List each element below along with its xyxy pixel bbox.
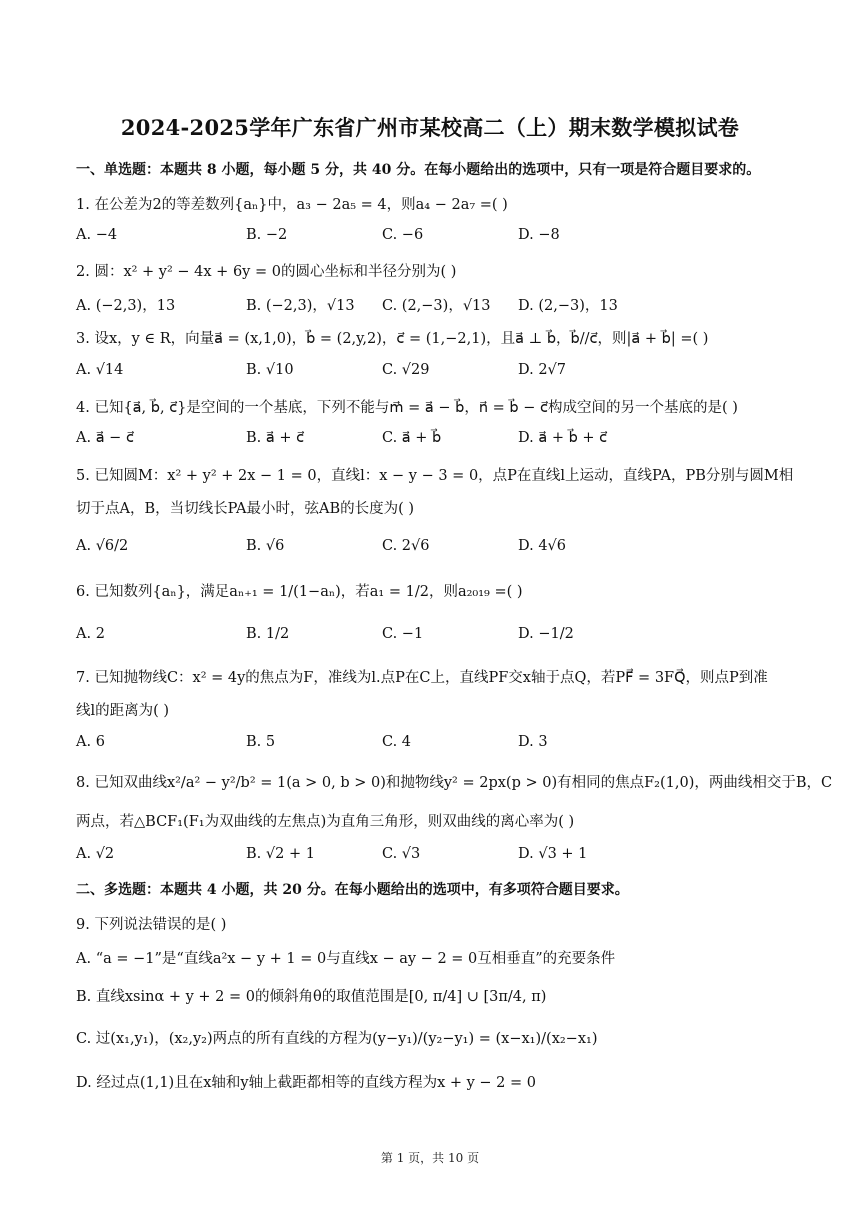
question-3-option-b: B. √10 — [246, 362, 294, 378]
question-8-option-a: A. √2 — [76, 846, 115, 862]
question-1-option-a: A. −4 — [76, 227, 118, 243]
question-7-stem-line2: 线l的距离为( ) — [76, 703, 170, 719]
question-1-option-c: C. −6 — [382, 227, 424, 243]
question-5-option-d: D. 4√6 — [518, 538, 567, 554]
question-2-option-a: A. (−2,3)，13 — [76, 298, 176, 314]
question-7-stem-line1: 7. 已知抛物线C：x² = 4y的焦点为F，准线为l.点P在C上，直线PF交x轴于点Q，若PF⃗ = 3FQ⃗，则点P到准 — [76, 670, 768, 686]
question-8-option-c: C. √3 — [382, 846, 421, 862]
question-2-option-b: B. (−2,3)，√13 — [246, 298, 355, 314]
question-9-option-c: C. 过(x₁,y₁)，(x₂,y₂)两点的所有直线的方程为(y−y₁)/(y₂−y₁) = (x−x₁)/(x₂−x₁) — [76, 1031, 598, 1047]
question-4-option-b: B. a⃗ + c⃗ — [246, 430, 305, 446]
question-3-stem: 3. 设x，y ∈ R，向量a⃗ = (x,1,0)，b⃗ = (2,y,2)，c⃗ = (1,−2,1)，且a⃗ ⊥ b⃗，b⃗//c⃗，则|a⃗ + b⃗| =( ) — [76, 331, 709, 347]
question-6-option-c: C. −1 — [382, 626, 424, 642]
question-8-stem-line1: 8. 已知双曲线x²/a² − y²/b² = 1(a > 0, b > 0)和抛物线y² = 2px(p > 0)有相同的焦点F₂(1,0)，两曲线相交于B，C — [76, 775, 833, 791]
question-5-option-a: A. √6/2 — [76, 538, 129, 554]
question-7-option-d: D. 3 — [518, 734, 548, 750]
question-4-option-d: D. a⃗ + b⃗ + c⃗ — [518, 430, 608, 446]
question-1-option-d: D. −8 — [518, 227, 560, 243]
question-4-option-c: C. a⃗ + b⃗ — [382, 430, 442, 446]
section-heading-multiple-choice: 二、多选题：本题共 4 小题，共 20 分。在每小题给出的选项中，有多项符合题目要求。 — [76, 882, 629, 898]
question-5-stem-line1: 5. 已知圆M：x² + y² + 2x − 1 = 0，直线l：x − y − 3 = 0，点P在直线l上运动，直线PA，PB分别与圆M相 — [76, 468, 794, 484]
page-title: 2024-2025学年广东省广州市某校高二（上）期末数学模拟试卷 — [120, 115, 740, 140]
question-5-option-c: C. 2√6 — [382, 538, 430, 554]
question-3-option-c: C. √29 — [382, 362, 430, 378]
question-4-option-a: A. a⃗ − c⃗ — [76, 430, 134, 446]
page-footer: 第 1 页，共 10 页 — [380, 1151, 480, 1165]
section-heading-single-choice: 一、单选题：本题共 8 小题，每小题 5 分，共 40 分。在每小题给出的选项中，只有一项是符合题目要求的。 — [76, 162, 761, 178]
question-2-stem: 2. 圆：x² + y² − 4x + 6y = 0的圆心坐标和半径分别为( ) — [76, 264, 457, 280]
question-3-option-a: A. √14 — [76, 362, 124, 378]
question-6-option-d: D. −1/2 — [518, 626, 574, 642]
question-8-option-d: D. √3 + 1 — [518, 846, 588, 862]
question-5-option-b: B. √6 — [246, 538, 285, 554]
question-8-option-b: B. √2 + 1 — [246, 846, 315, 862]
question-9-option-b: B. 直线xsinα + y + 2 = 0的倾斜角θ的取值范围是[0, π/4] ∪ [3π/4, π) — [76, 989, 547, 1005]
question-6-stem: 6. 已知数列{aₙ}，满足aₙ₊₁ = 1/(1−aₙ)，若a₁ = 1/2，则a₂₀₁₉ =( ) — [76, 584, 523, 600]
question-1-option-b: B. −2 — [246, 227, 288, 243]
question-6-option-b: B. 1/2 — [246, 626, 290, 642]
question-8-stem-line2: 两点，若△BCF₁(F₁为双曲线的左焦点)为直角三角形，则双曲线的离心率为( ) — [76, 814, 575, 830]
question-2-option-c: C. (2,−3)，√13 — [382, 298, 491, 314]
question-7-option-b: B. 5 — [246, 734, 276, 750]
question-9-option-a: A. “a = −1”是“直线a²x − y + 1 = 0与直线x − ay − 2 = 0互相垂直”的充要条件 — [76, 951, 616, 967]
question-7-option-a: A. 6 — [76, 734, 105, 750]
question-2-option-d: D. (2,−3)，13 — [518, 298, 618, 314]
question-4-stem: 4. 已知{a⃗, b⃗, c⃗}是空间的一个基底，下列不能与m⃗ = a⃗ − b⃗，n⃗ = b⃗ − c⃗构成空间的另一个基底的是( ) — [76, 400, 738, 416]
question-9-option-d: D. 经过点(1,1)且在x轴和y轴上截距都相等的直线方程为x + y − 2 = 0 — [76, 1075, 536, 1091]
question-6-option-a: A. 2 — [76, 626, 105, 642]
question-5-stem-line2: 切于点A，B，当切线长PA最小时，弦AB的长度为( ) — [76, 501, 415, 517]
question-3-option-d: D. 2√7 — [518, 362, 567, 378]
question-7-option-c: C. 4 — [382, 734, 412, 750]
question-9-stem: 9. 下列说法错误的是( ) — [76, 917, 227, 933]
question-1-stem: 1. 在公差为2的等差数列{aₙ}中，a₃ − 2a₅ = 4，则a₄ − 2a₇ =( ) — [76, 197, 508, 213]
